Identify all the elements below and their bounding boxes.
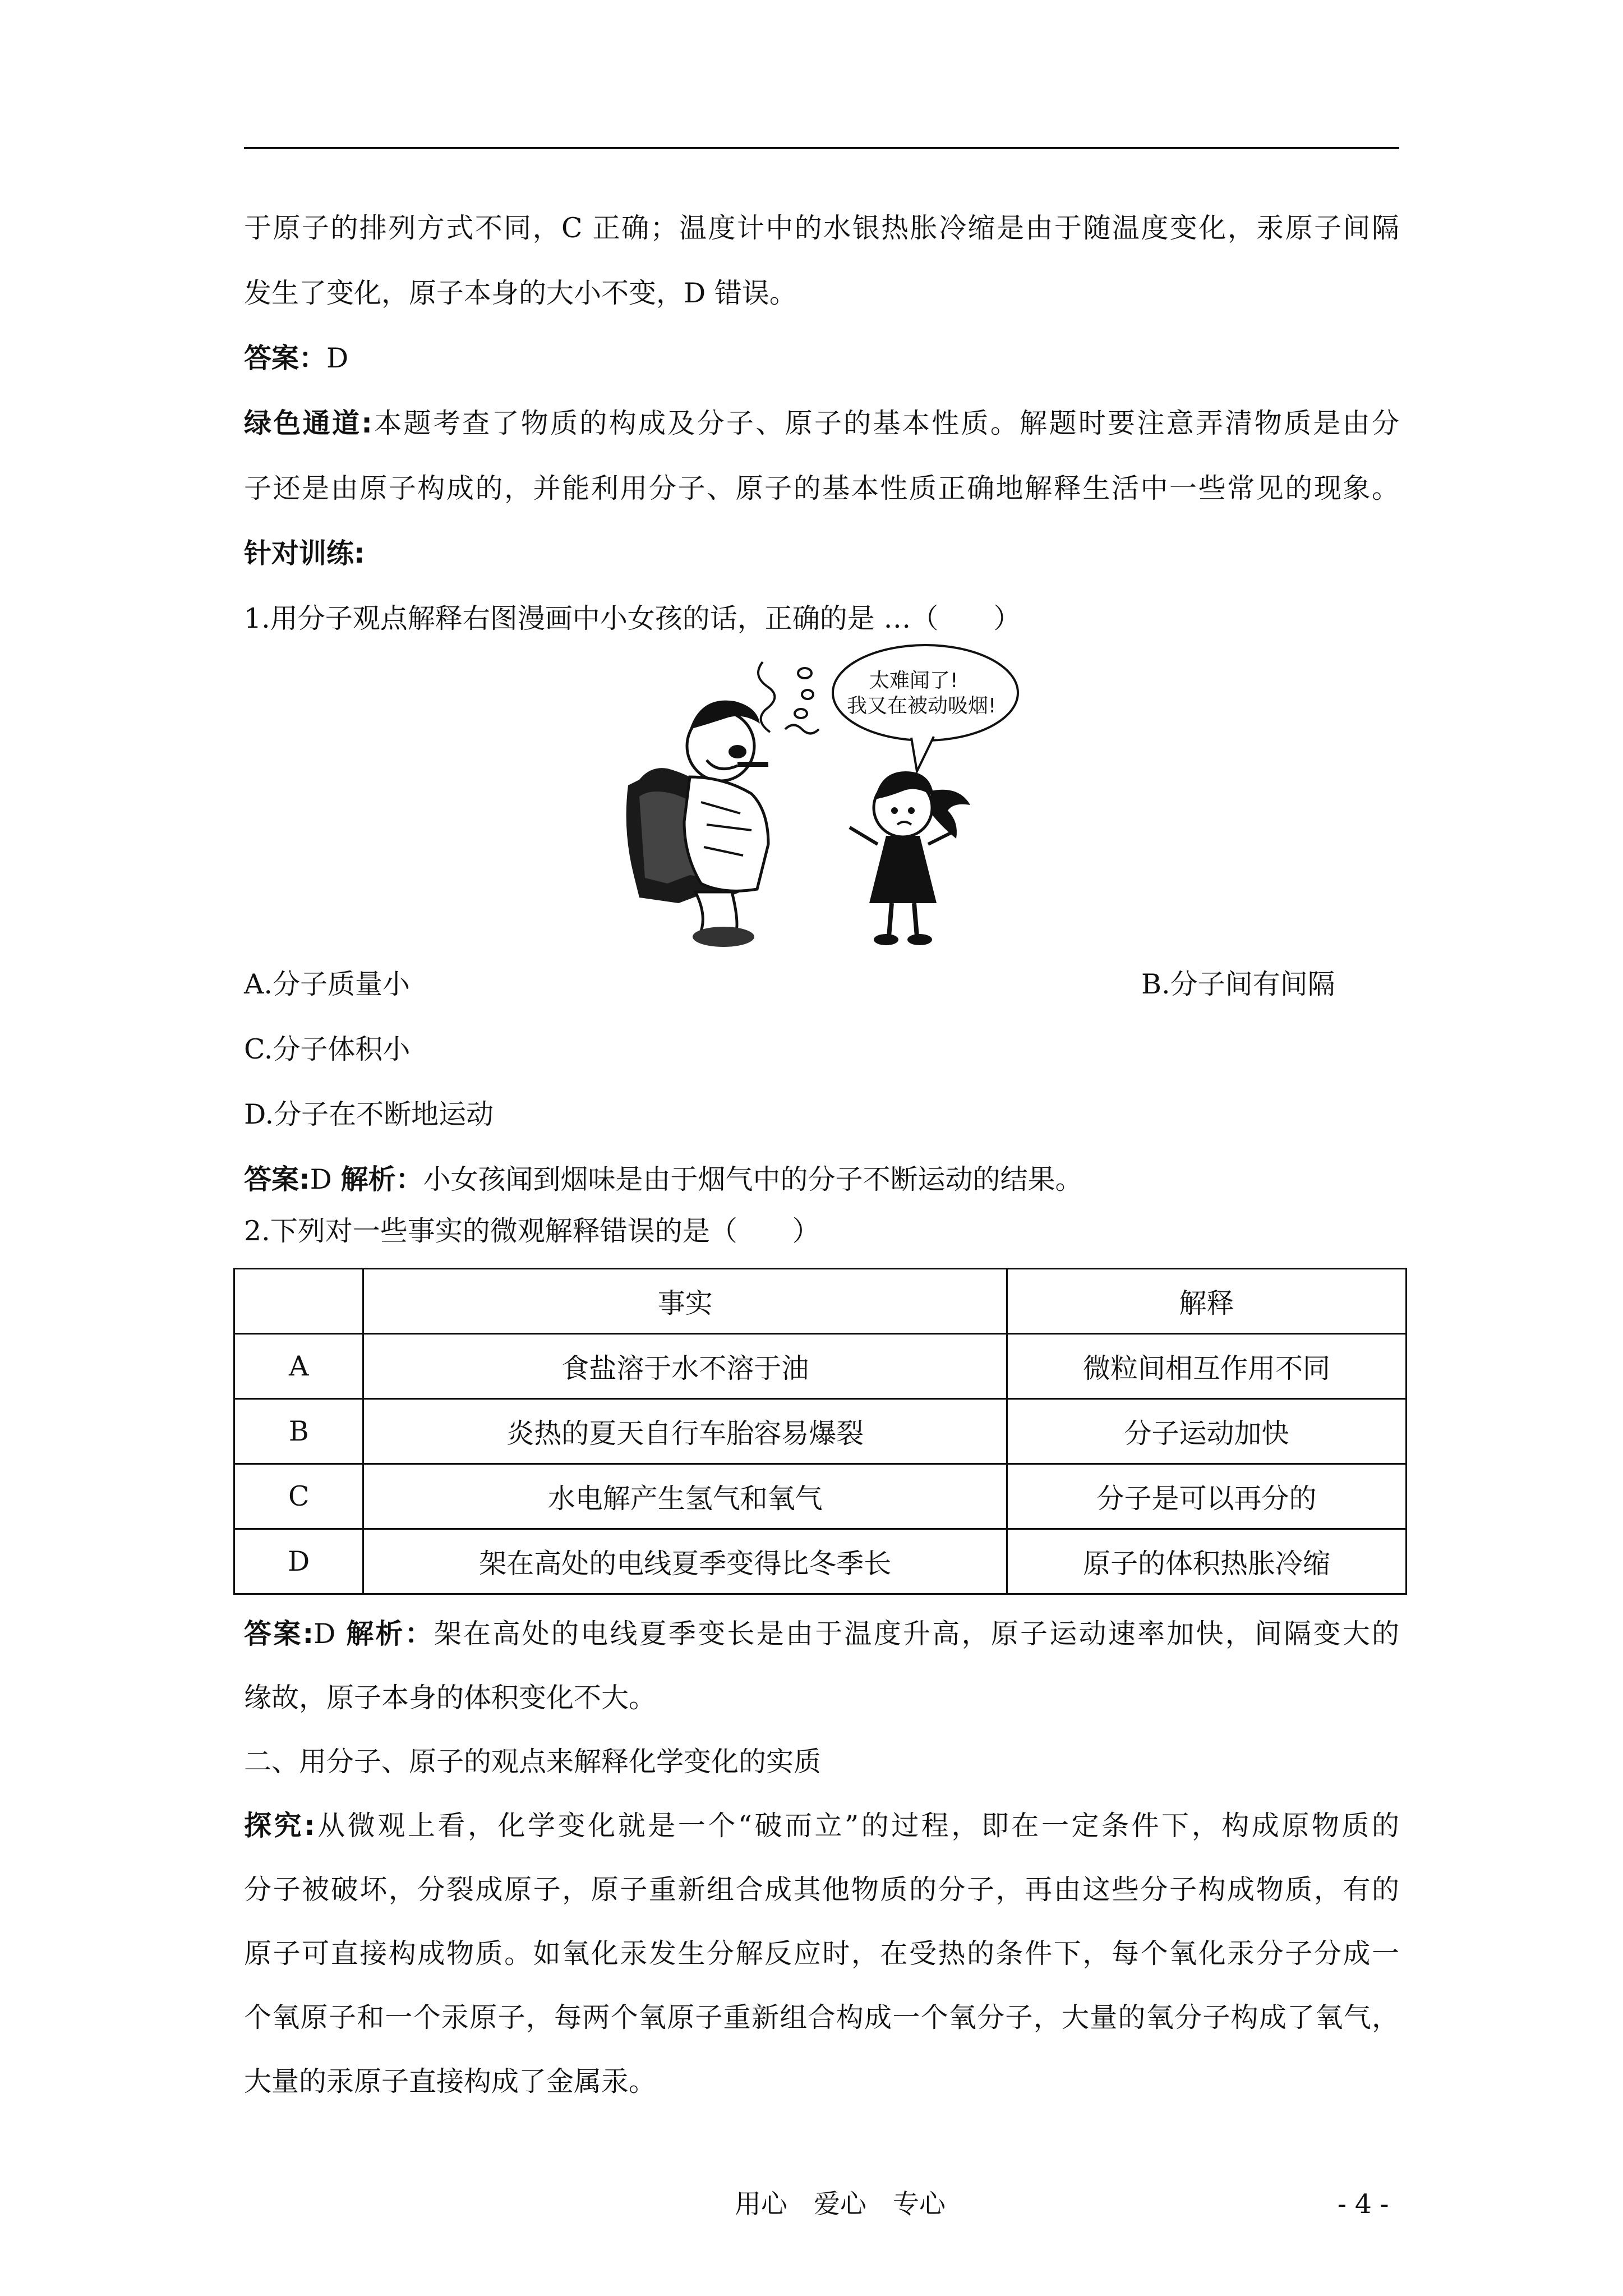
training-heading: 针对训练: [244,537,365,569]
q2-answer-line2: 缘故，原子本身的体积变化不大。 [244,1682,657,1714]
table-cell: D [234,1529,363,1594]
footer-motto: 用心 爱心 专心 [735,2189,946,2220]
table-row [234,1464,1407,1529]
table-row [234,1334,1407,1399]
answer1 [244,340,1399,377]
explore-line4: 个氧原子和一个汞原子，每两个氧原子重新组合构成一个氧分子，大量的氧分子构成了氧气， [244,2001,1399,2033]
cartoon-illustration [623,639,1021,954]
green-label: 绿色通道: [244,407,372,439]
table-header-cell: 解释 [1007,1269,1407,1334]
para1-line2: 发生了变化，原子本身的大小不变，D 错误。 [244,277,797,309]
q1-stem: 1.用分子观点解释右图漫画中小女孩的话，正确的是 …（ ） [244,602,1021,634]
table-cell: 炎热的夏天自行车胎容易爆裂 [363,1399,1007,1464]
table-cell: 原子的体积热胀冷缩 [1007,1529,1407,1594]
q1-answer: 答案:D 解析：小女孩闻到烟味是由于烟气中的分子不断运动的结果。 [244,1163,1083,1195]
explore-line5: 大量的汞原子直接构成了金属汞。 [244,2065,657,2097]
bubble-line2: 我又在被动吸烟! [847,694,997,717]
green-line1: 绿色通道:本题考查了物质的构成及分子、原子的基本性质。解题时要注意弄清物质是由分 [244,407,1399,439]
explore-line3: 原子可直接构成物质。如氧化汞发生分解反应时，在受热的条件下，每个氧化汞分子分成一 [244,1938,1399,1970]
bubble-line1: 太难闻了! [869,669,958,692]
table-cell: 微粒间相互作用不同 [1007,1334,1407,1399]
answer-label: 答案： [244,342,327,374]
table-cell: 分子是可以再分的 [1007,1464,1407,1529]
girl-figure [850,771,970,945]
table-row [234,1399,1407,1464]
man-figure [684,701,768,947]
explore-line2: 分子被破坏，分裂成原子，原子重新组合成其他物质的分子，再由这些分子构成物质，有的 [244,1874,1399,1906]
smoke-wisps [758,662,819,734]
q1-option-b: B.分子间有间隔 [1141,968,1335,1000]
table-cell: 分子运动加快 [1007,1399,1407,1464]
table-header-row [234,1269,1407,1334]
table-row [234,1529,1407,1594]
table-cell: 架在高处的电线夏季变得比冬季长 [363,1529,1007,1594]
explore-line1: 探究:从微观上看，化学变化就是一个“破而立”的过程，即在一定条件下，构成原物质的 [244,1810,1399,1842]
q1-option-d: D.分子在不断地运动 [244,1098,494,1130]
q1-option-a: A.分子质量小 [244,968,410,1000]
table-cell: B [234,1399,363,1464]
table-cell: C [234,1464,363,1529]
explore-label: 探究: [244,1810,315,1842]
q2-stem: 2.下列对一些事实的微观解释错误的是（ ） [244,1215,820,1247]
facts-table [233,1268,1407,1595]
table-header-cell: 事实 [363,1269,1007,1334]
speech-bubble [833,645,1018,771]
q1-options-row1 [244,966,1399,1003]
q2-answer-line1: 答案:D 解析：架在高处的电线夏季变长是由于温度升高，原子运动速率加快，间隔变大的 [244,1618,1399,1650]
green-line2: 子还是由原子构成的，并能利用分子、原子的基本性质正确地解释生活中一些常见的现象。 [244,472,1399,504]
table-cell: A [234,1334,363,1399]
table-cell: 水电解产生氢气和氧气 [363,1464,1007,1529]
table-header-cell [234,1269,363,1334]
header-rule [244,147,1399,149]
q1-option-c: C.分子体积小 [244,1033,411,1065]
section2-title: 二、用分子、原子的观点来解释化学变化的实质 [244,1746,822,1778]
answer-value: D [326,342,349,374]
para1-line1: 于原子的排列方式不同，C 正确；温度计中的水银热胀冷缩是由于随温度变化，汞原子间隔 [244,212,1399,244]
table-cell: 食盐溶于水不溶于油 [363,1334,1007,1399]
page-number: - 4 - [1338,2189,1389,2220]
